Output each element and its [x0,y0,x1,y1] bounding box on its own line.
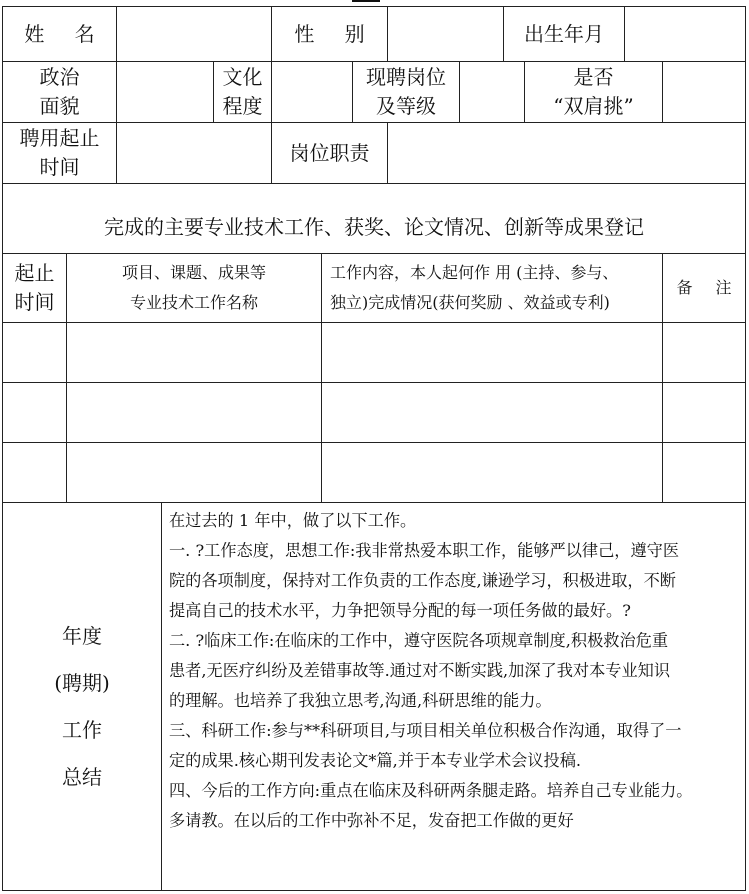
grid-line [161,502,162,891]
duty-value[interactable] [388,123,745,183]
summary-line: 在过去的 1 年中，做了以下工作。 [169,511,417,530]
grid-line [2,502,746,503]
education-label [214,62,271,122]
gender-label-text: 性 别 [294,21,365,46]
col-time-header [3,254,66,322]
birth-label: 出生年月 [524,21,604,46]
grid-line [2,322,746,323]
political-label-line1: 政治 [39,65,80,89]
dual-role-label-line2: “双肩挑” [553,94,634,118]
position-label [353,62,459,122]
table-row[interactable] [3,323,66,382]
political-label-line2: 面貌 [39,94,80,118]
summary-line: 四、今后的工作方向:重点在临床及科研两条腿走路。培养自己专业能力。 [169,781,693,800]
hire-period-value[interactable] [117,123,271,183]
grid-line [2,382,746,383]
achievements-heading: 完成的主要专业技术工作、获奖、论文情况、创新等成果登记 [104,215,644,239]
col-content-line2: 独立)完成情况(获何奖励 、效益或专利) [330,293,610,312]
summary-line: 三、科研工作:参与**科研项目,与项目相关单位积极合作沟通，取得了一 [169,721,682,740]
hire-period-label-line1: 聘用起止 [19,126,100,150]
col-content-header [322,254,662,322]
summary-line: 院的各项制度，保持对工作负责的工作态度,谦逊学习，积极进取，不断 [169,571,676,590]
col-note-header [663,254,745,322]
table-row[interactable] [3,443,66,502]
name-value[interactable] [117,7,271,61]
hire-period-label [3,123,116,183]
position-label-line2: 及等级 [376,94,436,118]
col-content-line1: 工作内容，本人起何作 用 (主持、参与、 [330,263,619,282]
summary-label-line2: (聘期) [54,671,110,695]
col-time-line1: 起止 [14,261,55,285]
summary-line: 多请教。在以后的工作中弥补不足，发奋把工作做的更好 [169,811,574,830]
summary-label-line4: 总结 [62,765,102,789]
top-mark [352,0,380,2]
summary-line: 的理解。也培养了我独立思考,沟通,科研思维的能力。 [169,691,552,710]
education-label-line1: 文化 [222,65,263,89]
col-project-header [67,254,321,322]
hire-period-label-line2: 时间 [39,155,80,179]
political-label [3,62,116,122]
grid-line [2,442,746,443]
position-value[interactable] [460,62,524,122]
grid-line [2,890,746,891]
col-project-line2: 专业技术工作名称 [129,293,258,312]
education-label-line2: 程度 [222,94,263,118]
grid-line [745,6,746,891]
summary-line: 患者,无医疗纠纷及差错事故等.通过对不断实践,加深了我对本专业知识 [169,661,671,680]
summary-label-line3: 工作 [62,718,102,742]
dual-role-label-line1: 是否 [573,65,614,89]
summary-text [169,506,744,836]
education-value[interactable] [272,62,352,122]
dual-role-value[interactable] [663,62,745,122]
duty-label: 岗位职责 [289,140,370,165]
summary-line: 一. ?工作态度，思想工作:我非常热爱本职工作，能够严以律己，遵守医 [169,541,680,560]
summary-label [3,612,161,802]
position-label-line1: 现聘岗位 [366,65,446,89]
name-label-text: 姓 名 [24,21,95,46]
dual-role-label [525,62,662,122]
summary-line: 提高自己的技术水平，力争把领导分配的每一项任务做的最好。? [169,601,631,620]
col-time-line2: 时间 [14,290,55,314]
birth-value[interactable] [625,7,745,61]
col-project-line1: 项目、课题、成果等 [121,263,266,282]
summary-line: 定的成果.核心期刊发表论文*篇,并于本专业学术会议投稿. [169,751,582,770]
name-label [3,7,116,61]
gender-label [272,7,387,61]
summary-label-line1: 年度 [62,624,102,648]
table-row[interactable] [3,383,66,442]
summary-line: 二. ?临床工作:在临床的工作中，遵守医院各项规章制度,积极救治危重 [169,631,669,650]
political-value[interactable] [117,62,213,122]
col-note-text: 备 注 [676,278,732,297]
gender-value[interactable] [388,7,503,61]
